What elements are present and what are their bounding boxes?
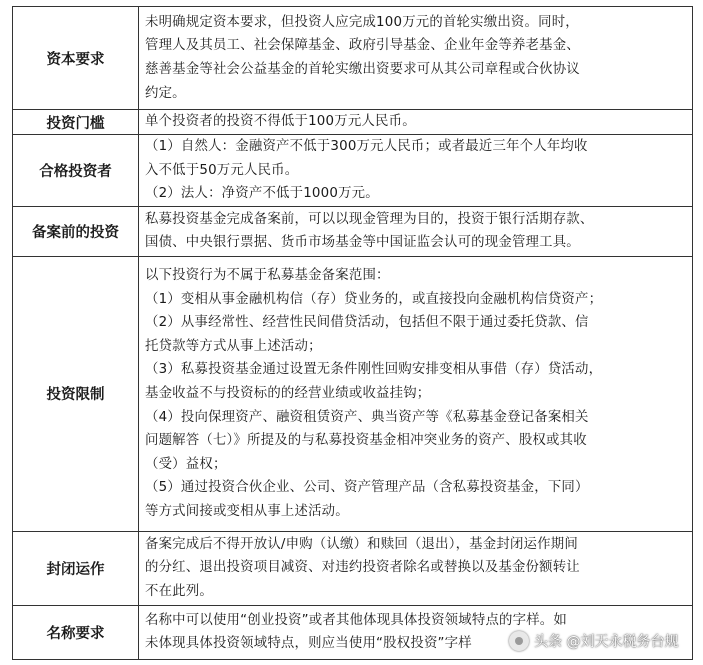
row-content xyxy=(139,206,693,256)
fund-rules-table xyxy=(12,6,693,660)
content-line: 名称中可以使用“创业投资”或者其他体现具体投资领域特点的字样。如 xyxy=(145,612,567,628)
content-line: 的分红、退出投资项目减资、对违约投资者除名或替换以及基金份额转让 xyxy=(145,560,580,576)
content-line: 基金收益不与投资标的的经营业绩或收益挂钩； xyxy=(145,385,431,401)
content-line: 未体现具体投资领域特点，则应当使用“股权投资”字样 xyxy=(145,636,472,652)
content-line: 单个投资者的投资不得低于100万元人民币。 xyxy=(145,114,416,130)
content-line: （受）益权； xyxy=(145,456,227,472)
content-line: 托贷款等方式从事上述活动； xyxy=(145,338,322,354)
content-line: 以下投资行为不属于私募基金备案范围： xyxy=(145,268,390,284)
content-line: 约定。 xyxy=(145,85,186,101)
content-line: 私募投资基金完成备案前，可以以现金管理为目的，投资于银行活期存款、 xyxy=(145,211,594,227)
content-line: 入不低于50万元人民币。 xyxy=(145,162,299,178)
table-row xyxy=(13,256,693,531)
content-line: 国债、中央银行票据、货币市场基金等中国证监会认可的现金管理工具。 xyxy=(145,235,580,251)
table-row xyxy=(13,110,693,135)
row-label: 备案前的投资 xyxy=(13,206,139,256)
row-label: 合格投资者 xyxy=(13,135,139,207)
content-line: （3）私募投资基金通过设置无条件刚性回购安排变相从事借（存）贷活动， xyxy=(145,362,603,378)
content-line: 不在此列。 xyxy=(145,584,213,600)
content-line: 问题解答（七）》所提及的与私募投资基金相冲突业务的资产、股权或其收 xyxy=(145,433,587,449)
content-line: 慈善基金等社会公益基金的首轮实缴出资要求可从其公司章程或合伙协议 xyxy=(145,62,580,77)
row-label: 封闭运作 xyxy=(13,531,139,605)
row-label: 投资门槛 xyxy=(13,110,139,135)
table-row xyxy=(13,206,693,256)
content-line: （2）从事经常性、经营性民间借贷活动，包括但不限于通过委托贷款、信 xyxy=(145,315,589,331)
row-label: 投资限制 xyxy=(13,256,139,531)
row-content xyxy=(139,256,693,531)
row-content xyxy=(139,7,693,110)
watermark-text: 头条 @刘天永税务台规 xyxy=(534,634,679,650)
content-line: 等方式间接或变相从事上述活动。 xyxy=(145,503,349,519)
row-content xyxy=(139,110,693,135)
content-line: 管理人及其员工、社会保障基金、政府引导基金、企业年金等养老基金、 xyxy=(145,38,580,54)
headline-logo-icon xyxy=(509,631,529,651)
table-row xyxy=(13,135,693,207)
content-line: （1）变相从事金融机构信（存）贷业务的，或直接投向金融机构信贷资产； xyxy=(145,291,603,307)
content-line: 备案完成后不得开放认/申购（认缴）和赎回（退出），基金封闭运作期间 xyxy=(145,536,578,552)
content-line: 未明确规定资本要求，但投资人应完成100万元的首轮实缴出资。同时， xyxy=(145,14,579,30)
fund-rules-table-body xyxy=(13,7,693,660)
table-row xyxy=(13,531,693,605)
content-line: （2）法人：净资产不低于1000万元。 xyxy=(145,186,379,202)
table-row xyxy=(13,7,693,110)
content-line: （5）通过投资合伙企业、公司、资产管理产品（含私募投资基金，下同） xyxy=(145,480,589,496)
row-content xyxy=(139,135,693,207)
content-line: （1）自然人：金融资产不低于300万元人民币；或者最近三年个人年均收 xyxy=(145,139,588,154)
row-label: 资本要求 xyxy=(13,7,139,110)
row-content xyxy=(139,531,693,605)
watermark xyxy=(507,628,682,654)
row-label: 名称要求 xyxy=(13,605,139,659)
content-line: （4）投向保理资产、融资租赁资产、典当资产等《私募基金登记备案相关 xyxy=(145,409,589,425)
